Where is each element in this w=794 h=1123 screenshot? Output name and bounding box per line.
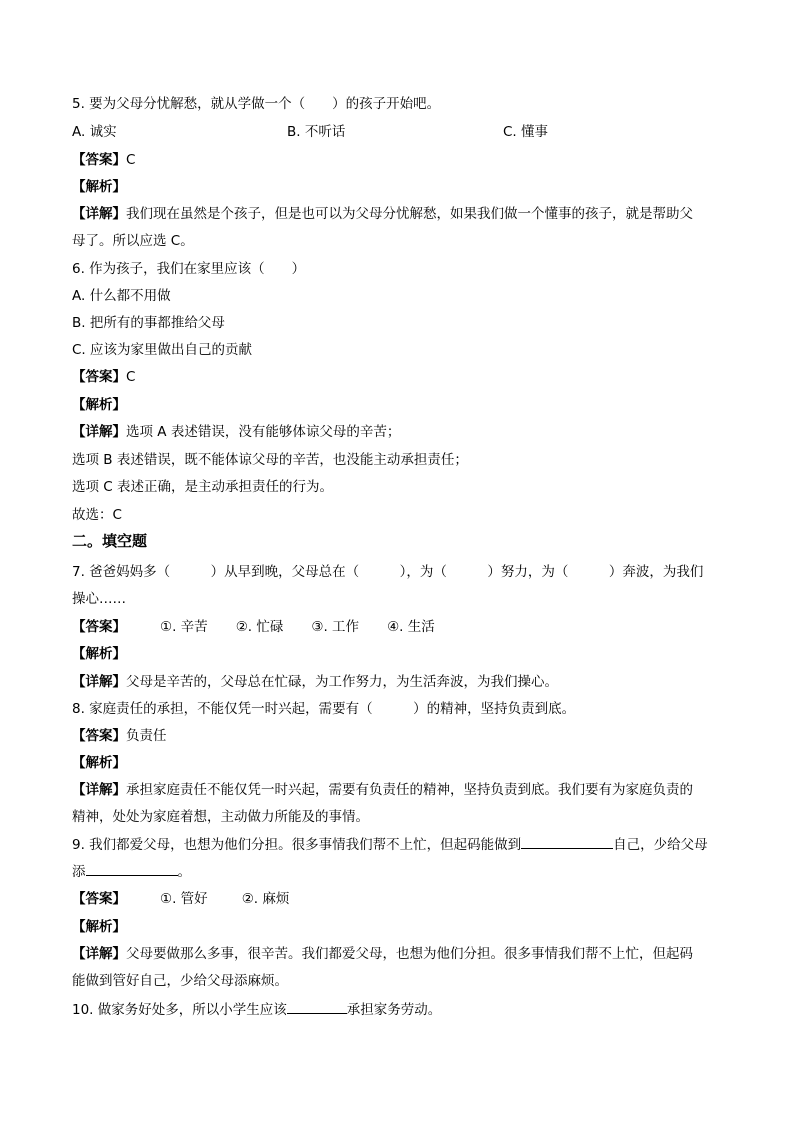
q9-stem-part-4: 。	[177, 864, 191, 880]
detail-text: 承担家庭责任不能仅凭一时兴起，需要有负责任的精神，坚持负责到底。我们要有为家庭负责的	[126, 782, 693, 798]
q9-detail-line-2: 能做到管好自己，少给父母添麻烦。	[72, 973, 288, 989]
q6-option-c: C. 应该为家里做出自己的贡献	[72, 342, 253, 358]
q8-stem: 8. 家庭责任的承担，不能仅凭一时兴起，需要有（ ）的精神，坚持负责到底。	[72, 701, 576, 717]
q7-detail-line-1	[72, 673, 558, 691]
q8-detail-line-1	[72, 781, 693, 799]
q10-stem-part-2: 承担家务劳动。	[346, 1002, 442, 1018]
q10-stem	[72, 1000, 441, 1019]
answer-item-2: ②. 麻烦	[241, 891, 290, 907]
q6-answer	[72, 368, 135, 386]
q9-stem-line-2	[72, 862, 191, 881]
q6-detail-line-1	[72, 423, 400, 441]
q7-stem-line-2: 操心……	[72, 591, 126, 607]
section-title-fill-in: 二。填空题	[72, 532, 148, 550]
q9-stem-line-1	[72, 835, 708, 854]
q6-stem: 6. 作为孩子，我们在家里应该（ ）	[72, 261, 306, 277]
q7-analysis	[72, 645, 126, 663]
q7-stem-line-1: 7. 爸爸妈妈多（ ）从早到晚，父母总在（ ），为（ ）努力，为（ ）奔波，为我们	[72, 564, 704, 580]
answer-item-4: ④. 生活	[387, 619, 435, 635]
q6-detail-line-3: 选项 C 表述正确，是主动承担责任的行为。	[72, 479, 334, 495]
answer-tag: 【答案】	[72, 369, 126, 385]
analysis-tag: 【解析】	[72, 755, 126, 771]
answer-value: 负责任	[126, 728, 167, 744]
q5-stem: 5. 要为父母分忧解愁，就从学做一个（ ）的孩子开始吧。	[72, 96, 441, 112]
detail-tag: 【详解】	[72, 946, 126, 962]
q10-blank[interactable]	[287, 1000, 347, 1014]
q6-option-a: A. 什么都不用做	[72, 288, 171, 304]
analysis-tag: 【解析】	[72, 646, 126, 662]
detail-text: 父母是辛苦的，父母总在忙碌，为工作努力，为生活奔波，为我们操心。	[126, 674, 558, 690]
answer-tag: 【答案】	[72, 728, 126, 744]
detail-tag: 【详解】	[72, 424, 126, 440]
detail-text: 父母要做那么多事，很辛苦。我们都爱父母，也想为他们分担。很多事情我们帮不上忙，但起码	[126, 946, 693, 962]
q9-analysis	[72, 918, 126, 936]
q10-stem-part-1: 10. 做家务好处多，所以小学生应该	[72, 1002, 287, 1018]
analysis-tag: 【解析】	[72, 397, 126, 413]
q6-analysis	[72, 396, 126, 414]
q8-analysis	[72, 754, 126, 772]
q9-blank-2[interactable]	[86, 862, 178, 876]
analysis-tag: 【解析】	[72, 919, 126, 935]
detail-tag: 【详解】	[72, 782, 126, 798]
q6-detail-line-2: 选项 B 表述错误，既不能体谅父母的辛苦，也没能主动承担责任；	[72, 452, 468, 468]
q5-option-b: B. 不听话	[287, 124, 346, 140]
q6-detail-line-4: 故选：C	[72, 507, 122, 523]
q8-answer	[72, 727, 167, 745]
answer-item-1: ①. 管好	[160, 891, 208, 907]
q7-answer	[72, 618, 435, 636]
q9-stem-part-3: 添	[72, 864, 86, 880]
q8-detail-line-2: 精神，处处为家庭着想，主动做力所能及的事情。	[72, 809, 369, 825]
answer-tag: 【答案】	[72, 891, 126, 907]
detail-text: 我们现在虽然是个孩子，但是也可以为父母分忧解愁，如果我们做一个懂事的孩子，就是帮助父	[126, 206, 693, 222]
q5-detail-line-1	[72, 205, 693, 223]
q9-detail-line-1	[72, 945, 693, 963]
answer-tag: 【答案】	[72, 619, 126, 635]
q6-option-b: B. 把所有的事都推给父母	[72, 315, 225, 331]
q9-stem-part-2: 自己，少给父母	[613, 837, 708, 853]
answer-item-2: ②. 忙碌	[235, 619, 284, 635]
answer-value: C	[126, 152, 136, 168]
q5-analysis	[72, 178, 126, 196]
q5-answer	[72, 151, 135, 169]
answer-tag: 【答案】	[72, 152, 126, 168]
detail-tag: 【详解】	[72, 206, 126, 222]
q5-detail-line-2: 母了。所以应选 C。	[72, 233, 194, 249]
answer-item-3: ③. 工作	[311, 619, 360, 635]
q9-stem-part-1: 9. 我们都爱父母，也想为他们分担。很多事情我们帮不上忙，但起码能做到	[72, 837, 522, 853]
answer-value: C	[126, 369, 136, 385]
analysis-tag: 【解析】	[72, 179, 126, 195]
detail-tag: 【详解】	[72, 674, 126, 690]
q5-option-a: A. 诚实	[72, 124, 117, 140]
detail-text: 选项 A 表述错误，没有能够体谅父母的辛苦；	[126, 424, 401, 440]
q9-answer	[72, 890, 289, 908]
q5-option-c: C. 懂事	[503, 124, 549, 140]
q9-blank-1[interactable]	[521, 835, 613, 849]
answer-item-1: ①. 辛苦	[160, 619, 208, 635]
